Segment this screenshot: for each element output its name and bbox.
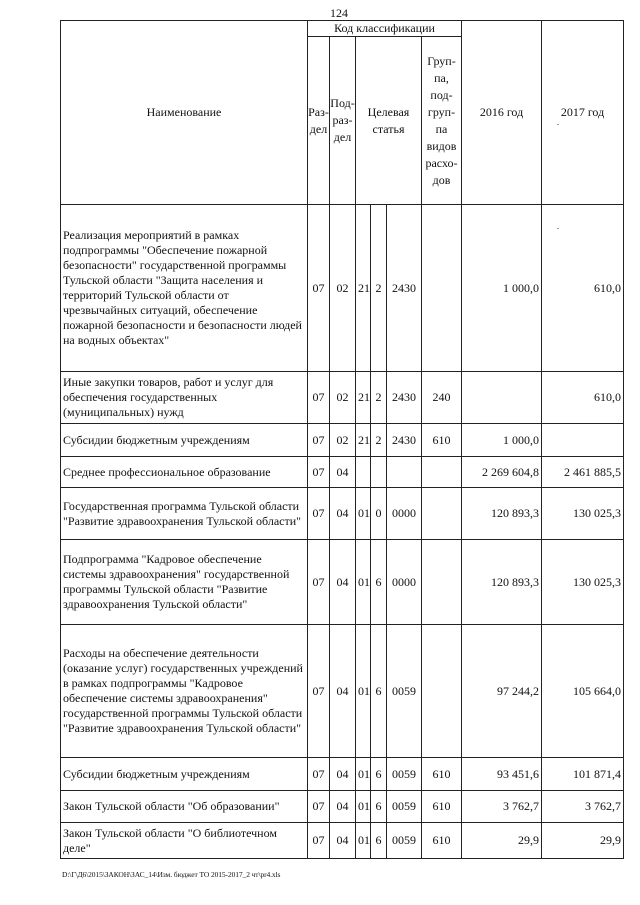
row-podrazdel: 02 [330, 205, 356, 372]
row-expense-group [422, 205, 462, 372]
row-amount-2016: 120 893,3 [462, 540, 542, 625]
row-target-subprogram: 6 [371, 625, 387, 758]
budget-table [60, 20, 624, 859]
table-row [61, 625, 624, 758]
table-row [61, 424, 624, 457]
row-podrazdel: 04 [330, 823, 356, 859]
row-expense-group: 610 [422, 424, 462, 457]
row-amount-2017: 101 871,4 [542, 758, 624, 791]
row-amount-2017: 3 762,7 [542, 791, 624, 823]
row-target-code: 0059 [387, 823, 422, 859]
row-target-program: 21 [356, 424, 371, 457]
row-name: Расходы на обеспечение деятельности (оказание услуг) государственных учреждений в рамках подпрограммы "Кадровое обеспечение системы здравоохранения" государственной программы Тульской области "Развитие здравоохранения Тульской области" [61, 625, 308, 758]
row-podrazdel: 04 [330, 540, 356, 625]
row-amount-2017: 105 664,0 [542, 625, 624, 758]
header-razdel: Раз-дел [308, 37, 330, 205]
row-expense-group [422, 457, 462, 488]
row-target-program [356, 457, 371, 488]
row-expense-group: 610 [422, 791, 462, 823]
page-number: 124 [330, 6, 348, 20]
row-expense-group [422, 540, 462, 625]
row-razdel: 07 [308, 625, 330, 758]
row-amount-2016: 1 000,0 [462, 424, 542, 457]
row-amount-2016 [462, 372, 542, 424]
row-amount-2016: 120 893,3 [462, 488, 542, 540]
row-target-subprogram: 0 [371, 488, 387, 540]
row-target-subprogram: 6 [371, 758, 387, 791]
header-target-article: Целевая статья [356, 37, 422, 205]
row-amount-2017 [542, 424, 624, 457]
row-podrazdel: 02 [330, 424, 356, 457]
row-podrazdel: 04 [330, 758, 356, 791]
table-row [61, 758, 624, 791]
row-expense-group [422, 488, 462, 540]
row-target-code: 0000 [387, 488, 422, 540]
row-amount-2016: 97 244,2 [462, 625, 542, 758]
row-razdel: 07 [308, 424, 330, 457]
row-target-program: 01 [356, 823, 371, 859]
row-podrazdel: 02 [330, 372, 356, 424]
row-podrazdel: 04 [330, 457, 356, 488]
row-target-subprogram [371, 457, 387, 488]
header-year-2017: 2017 год [542, 21, 624, 205]
row-razdel: 07 [308, 758, 330, 791]
row-target-program: 01 [356, 791, 371, 823]
row-target-code [387, 457, 422, 488]
row-name: Среднее профессиональное образование [61, 457, 308, 488]
table-row [61, 372, 624, 424]
row-target-program: 01 [356, 540, 371, 625]
row-razdel: 07 [308, 791, 330, 823]
row-amount-2016: 1 000,0 [462, 205, 542, 372]
row-target-code: 0059 [387, 758, 422, 791]
row-razdel: 07 [308, 457, 330, 488]
row-expense-group: 610 [422, 823, 462, 859]
row-name: Государственная программа Тульской области "Развитие здравоохранения Тульской области" [61, 488, 308, 540]
row-expense-group: 610 [422, 758, 462, 791]
row-amount-2017: 130 025,3 [542, 540, 624, 625]
row-razdel: 07 [308, 372, 330, 424]
row-target-program: 01 [356, 758, 371, 791]
row-target-code: 2430 [387, 424, 422, 457]
row-expense-group: 240 [422, 372, 462, 424]
row-target-program: 01 [356, 625, 371, 758]
header-expense-group: Груп-па, под-груп-па видов расхо-дов [422, 37, 462, 205]
table-row [61, 205, 624, 372]
row-amount-2016: 2 269 604,8 [462, 457, 542, 488]
row-podrazdel: 04 [330, 791, 356, 823]
row-target-code: 0000 [387, 540, 422, 625]
row-target-code: 0059 [387, 791, 422, 823]
scan-speck [557, 228, 559, 229]
row-name: Закон Тульской области "О библиотечном деле" [61, 823, 308, 859]
row-podrazdel: 04 [330, 488, 356, 540]
row-razdel: 07 [308, 540, 330, 625]
row-amount-2017: 29,9 [542, 823, 624, 859]
row-amount-2017: 2 461 885,5 [542, 457, 624, 488]
row-name: Субсидии бюджетным учреждениям [61, 758, 308, 791]
row-razdel: 07 [308, 205, 330, 372]
header-classification: Код классификации [308, 21, 462, 37]
row-amount-2017: 130 025,3 [542, 488, 624, 540]
row-target-subprogram: 6 [371, 823, 387, 859]
row-podrazdel: 04 [330, 625, 356, 758]
row-name: Подпрограмма "Кадровое обеспечение системы здравоохранения" государственной программы Тульской области "Развитие здравоохранения Тульской области" [61, 540, 308, 625]
row-amount-2016: 93 451,6 [462, 758, 542, 791]
row-target-program: 21 [356, 205, 371, 372]
header-year-2016: 2016 год [462, 21, 542, 205]
row-target-program: 01 [356, 488, 371, 540]
table-row [61, 791, 624, 823]
table-row [61, 540, 624, 625]
row-razdel: 07 [308, 488, 330, 540]
row-target-subprogram: 2 [371, 205, 387, 372]
row-razdel: 07 [308, 823, 330, 859]
table-row [61, 823, 624, 859]
row-target-code: 2430 [387, 372, 422, 424]
row-expense-group [422, 625, 462, 758]
header-name: Наименование [61, 21, 308, 205]
row-target-code: 2430 [387, 205, 422, 372]
scan-speck [557, 124, 559, 125]
table-row [61, 457, 624, 488]
row-target-subprogram: 6 [371, 540, 387, 625]
row-target-subprogram: 2 [371, 372, 387, 424]
row-target-code: 0059 [387, 625, 422, 758]
table-row [61, 488, 624, 540]
file-path-footer: D:\Г\Д6\2015\ЗАКОН\ЗАС_14\Изм. бюджет ТО 2015-2017_2 чт\pr4.xls [62, 870, 281, 879]
row-name: Реализация мероприятий в рамках подпрограммы "Обеспечение пожарной безопасности" государственной программы Тульской области "Защита населения и территорий Тульской области от чрезвычайных ситуаций, обеспечение пожарной безопасности и безопасности людей на водных объектах" [61, 205, 308, 372]
row-target-subprogram: 2 [371, 424, 387, 457]
row-target-subprogram: 6 [371, 791, 387, 823]
row-target-program: 21 [356, 372, 371, 424]
row-amount-2016: 29,9 [462, 823, 542, 859]
header-podrazdel: Под-раз-дел [330, 37, 356, 205]
row-name: Иные закупки товаров, работ и услуг для обеспечения государственных (муниципальных) нужд [61, 372, 308, 424]
row-name: Закон Тульской области "Об образовании" [61, 791, 308, 823]
row-amount-2017: 610,0 [542, 205, 624, 372]
row-amount-2016: 3 762,7 [462, 791, 542, 823]
row-amount-2017: 610,0 [542, 372, 624, 424]
row-name: Субсидии бюджетным учреждениям [61, 424, 308, 457]
